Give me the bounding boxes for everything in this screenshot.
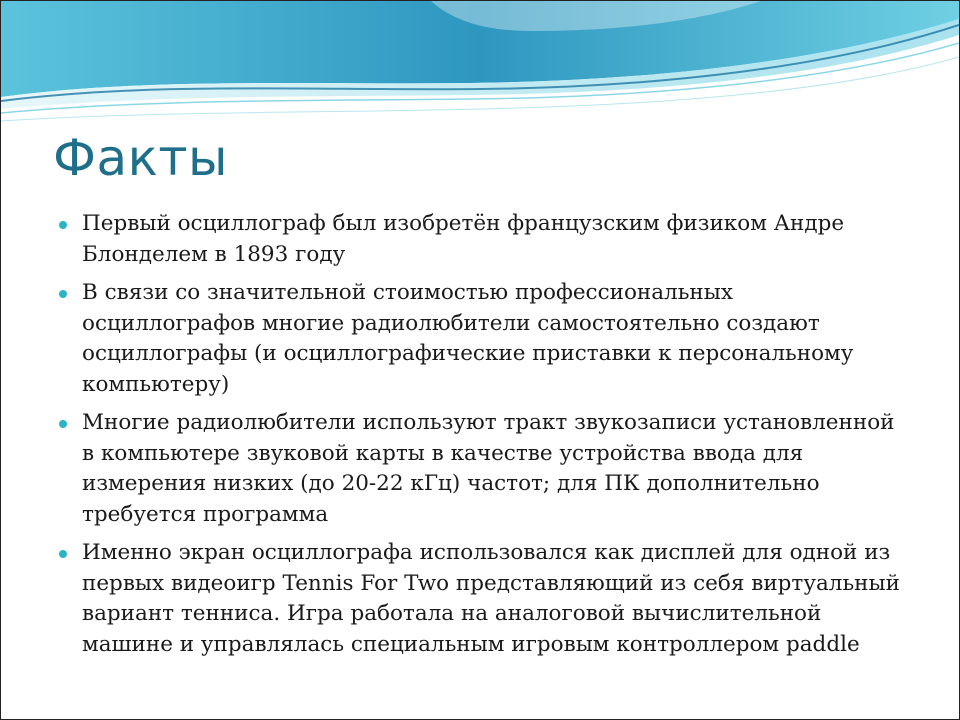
bullet-dot-icon xyxy=(59,221,67,229)
bullet-text: Именно экран осциллографа использовался как дисплей для одной из первых видеоигр Tennis For Two представляющий из себя виртуальный вариант тенниса. Игра работала на аналоговой вычислительной машине и управлялась специальным игровым контроллером paddle xyxy=(82,540,900,657)
bullet-list xyxy=(59,209,909,668)
bullet-item xyxy=(59,408,909,530)
bullet-dot-icon xyxy=(59,290,67,298)
wave-header-decoration xyxy=(1,1,959,141)
bullet-dot-icon xyxy=(59,420,67,428)
bullet-text: Первый осциллограф был изобретён французским физиком Андре Блонделем в 1893 году xyxy=(82,211,845,267)
bullet-item xyxy=(59,209,909,270)
bullet-item xyxy=(59,278,909,400)
slide-title: Факты xyxy=(53,129,228,187)
bullet-item xyxy=(59,538,909,660)
bullet-dot-icon xyxy=(59,550,67,558)
bullet-text: В связи со значительной стоимостью профессиональных осциллографов многие радиолюбители самостоятельно создают осциллографы (и осциллографические приставки к персональному компьютеру) xyxy=(82,280,854,397)
bullet-text: Многие радиолюбители используют тракт звукозаписи установленной в компьютере звуковой карты в качестве устройства ввода для измерения низких (до 20-22 кГц) частот; для ПК дополнительно требуется программа xyxy=(82,410,895,527)
